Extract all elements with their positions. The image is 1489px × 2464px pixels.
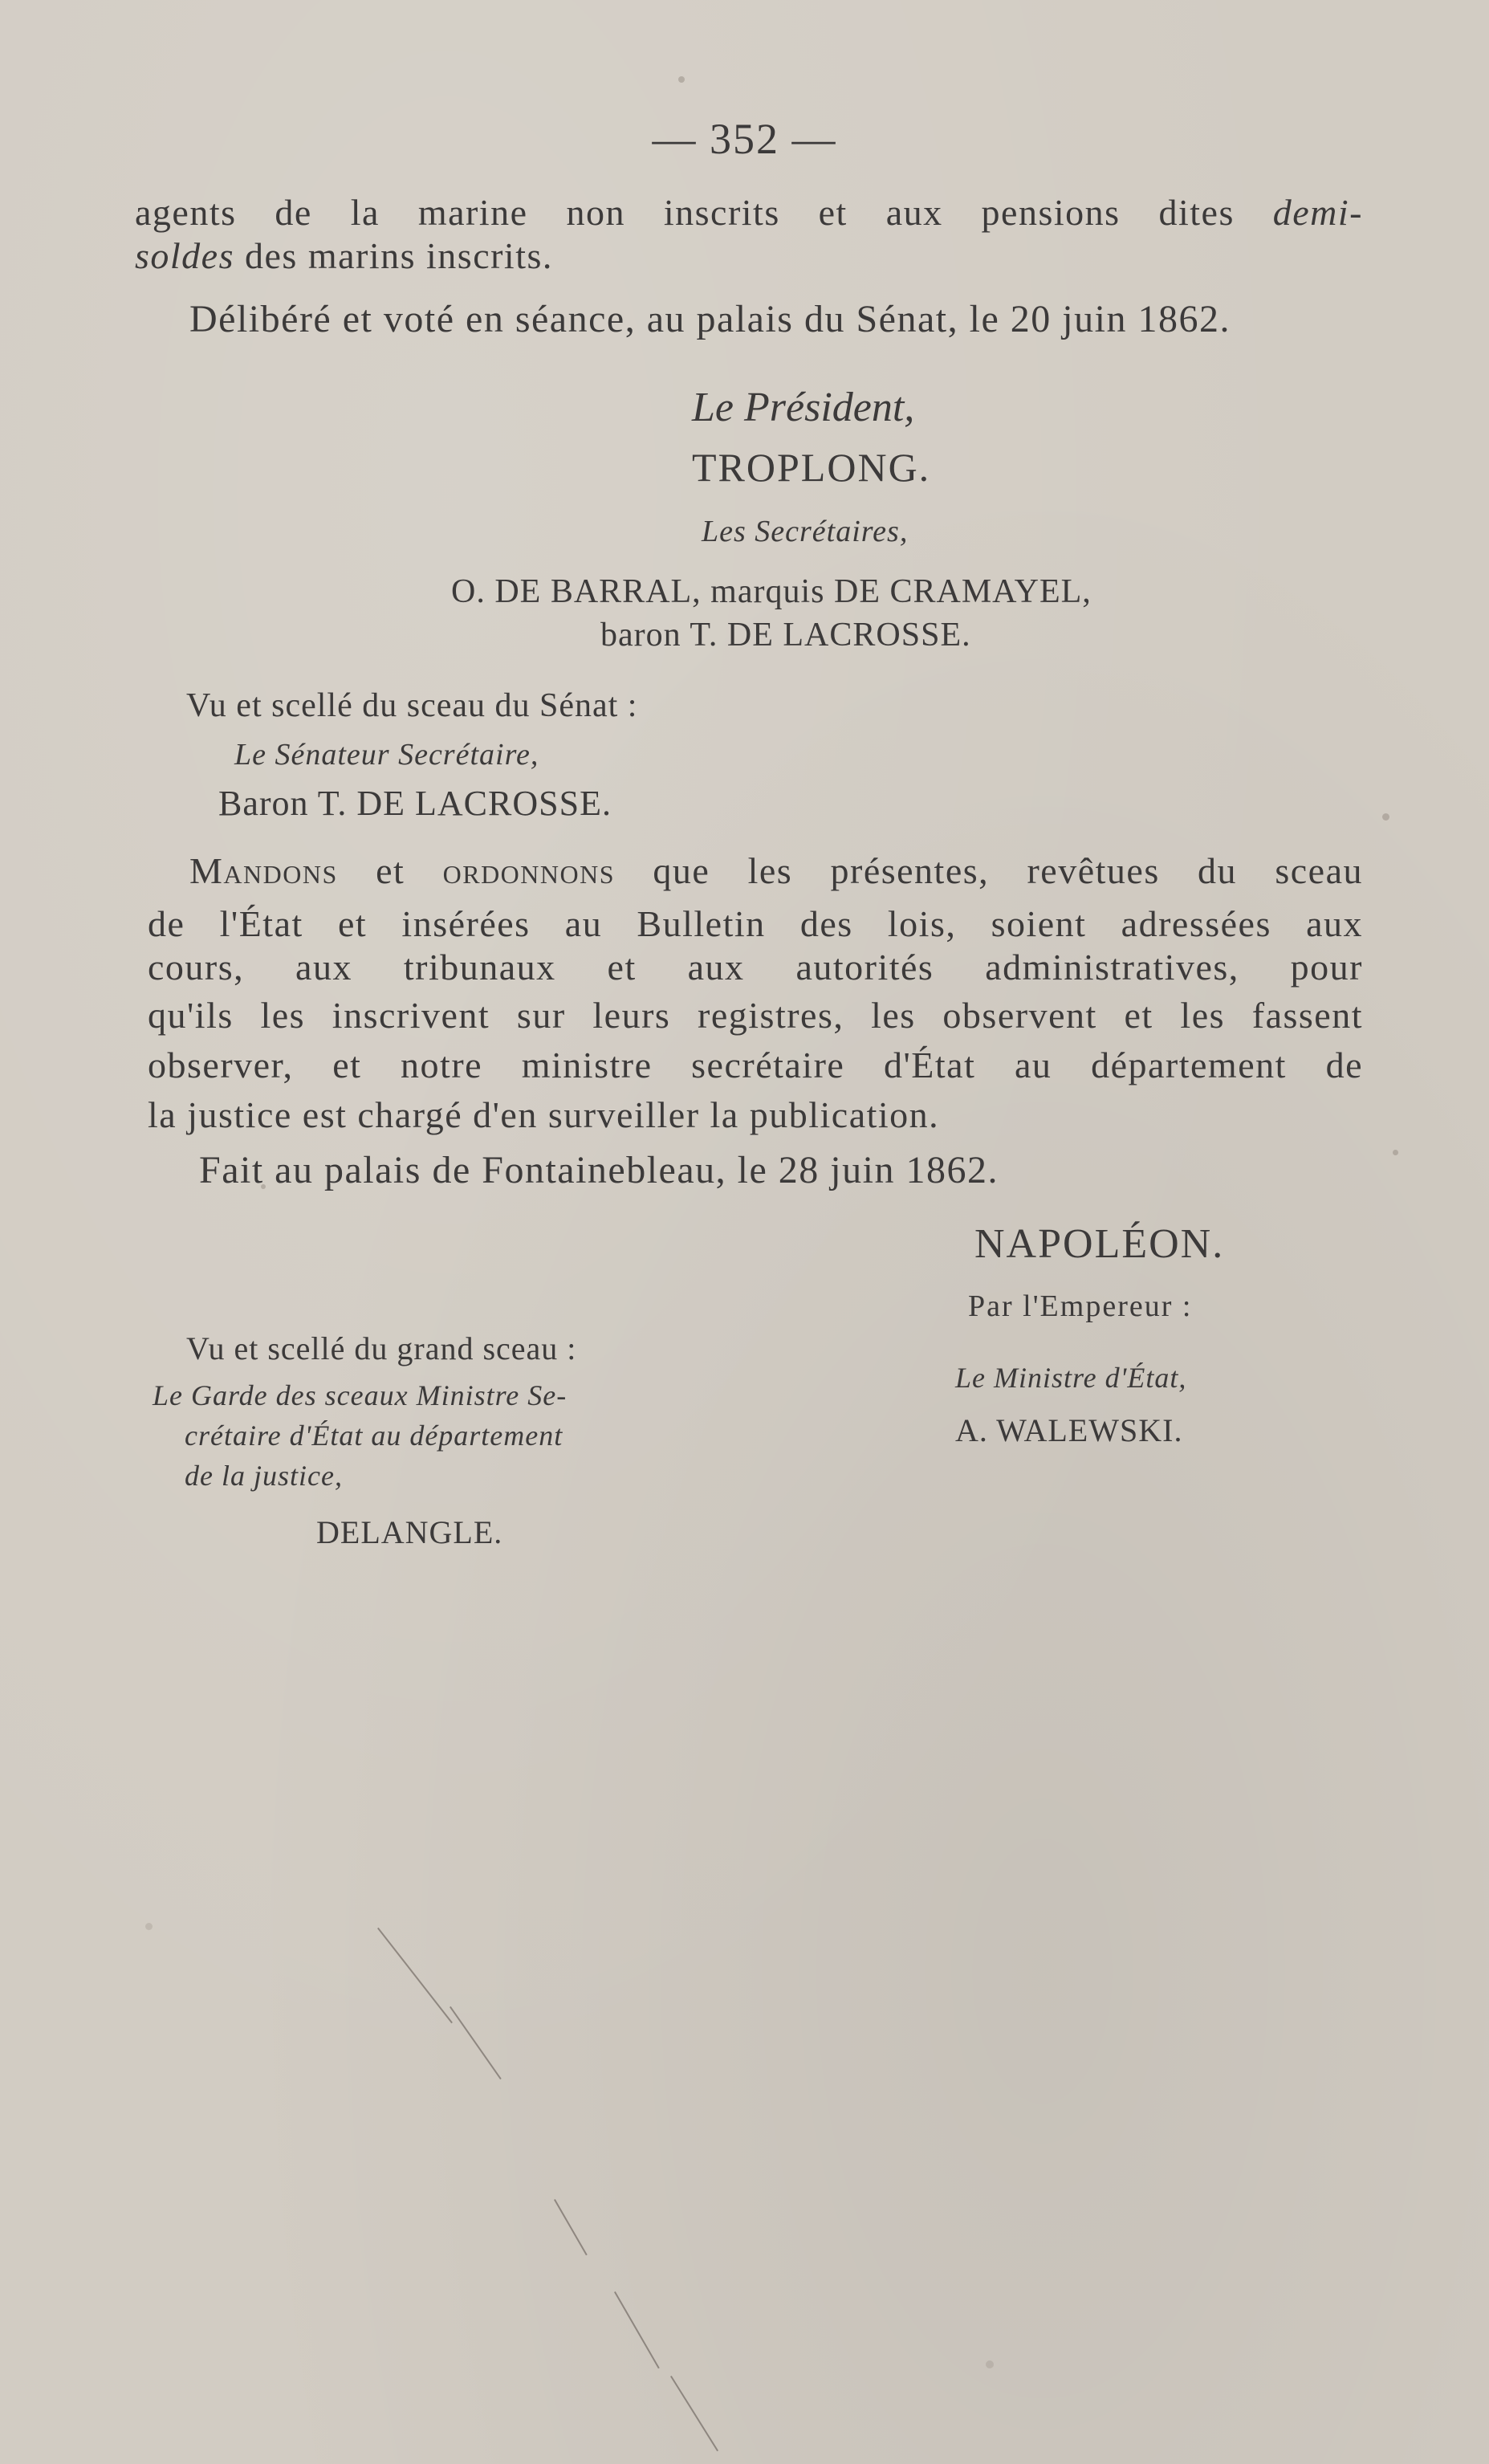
- mandate-line-2: de l'État et insérées au Bulletin des lois, soient adressées aux: [148, 903, 1363, 944]
- keeper-name: DELANGLE.: [316, 1514, 503, 1550]
- president-name: TROPLONG.: [692, 445, 931, 490]
- dust-speck: [986, 2360, 994, 2368]
- dust-speck: [1382, 813, 1389, 821]
- done-at-line: Fait au palais de Fontainebleau, le 28 juin 1862.: [199, 1149, 999, 1191]
- mandate-line-3: cours, aux tribunaux et aux autorités administratives, pour: [148, 947, 1363, 988]
- dust-speck: [145, 1923, 153, 1930]
- senate-seal-line: Vu et scellé du sceau du Sénat :: [186, 687, 638, 724]
- dust-speck: [261, 1184, 266, 1189]
- mandate-line-1: [189, 849, 1363, 892]
- text-run: que les présentes, revêtues du sceau: [653, 850, 1364, 891]
- small-caps-run: Mandons: [189, 850, 338, 891]
- mandate-line-4: qu'ils les inscrivent sur leurs registres, les observent et les fassent: [148, 995, 1363, 1036]
- secretaries-title: Les Secrétaires,: [702, 515, 909, 548]
- paper-scratch: [670, 2376, 718, 2451]
- senate-seal-name: Baron T. DE LACROSSE.: [218, 784, 612, 823]
- paper-scratch: [614, 2291, 660, 2368]
- emperor-name: NAPOLÉON.: [974, 1221, 1225, 1267]
- secretaries-line-1: O. DE BARRAL, marquis DE CRAMAYEL,: [451, 573, 1092, 610]
- keeper-title-line-2: crétaire d'État au département: [185, 1419, 563, 1452]
- emperor-by-line: Par l'Empereur :: [968, 1289, 1193, 1323]
- text-run: agents de la marine non inscrits et aux pensions dites: [135, 192, 1235, 233]
- dust-speck: [1393, 1150, 1398, 1155]
- italic-run: demi-: [1272, 192, 1363, 233]
- secretaries-line-2: baron T. DE LACROSSE.: [600, 617, 971, 654]
- paper-scratch: [377, 1928, 453, 2023]
- minister-name: A. WALEWSKI.: [955, 1412, 1183, 1448]
- dust-speck: [678, 76, 685, 83]
- text-run: et: [376, 850, 405, 891]
- president-title: Le Président,: [692, 385, 915, 430]
- deliberation-line: Délibéré et voté en séance, au palais du Sénat, le 20 juin 1862.: [189, 298, 1231, 340]
- small-caps-run: ordonnons: [442, 850, 616, 891]
- text-run: des marins inscrits.: [245, 235, 553, 276]
- italic-run: soldes: [135, 235, 234, 276]
- paragraph-line: [135, 191, 1363, 234]
- minister-title: Le Ministre d'État,: [955, 1362, 1187, 1394]
- paper-scratch: [450, 2006, 502, 2079]
- mandate-line-5: observer, et notre ministre secrétaire d'État au département de: [148, 1045, 1363, 1085]
- keeper-title-line-3: de la justice,: [185, 1460, 343, 1492]
- mandate-line-6: la justice est chargé d'en surveiller la publication.: [148, 1094, 940, 1135]
- senate-seal-title: Le Sénateur Secrétaire,: [234, 738, 539, 772]
- paragraph-line: [135, 234, 553, 277]
- page-number: — 352 —: [652, 115, 837, 163]
- keeper-title-line-1: Le Garde des sceaux Ministre Se-: [153, 1379, 568, 1411]
- paper-scratch: [554, 2199, 588, 2255]
- great-seal-line: Vu et scellé du grand sceau :: [186, 1330, 577, 1366]
